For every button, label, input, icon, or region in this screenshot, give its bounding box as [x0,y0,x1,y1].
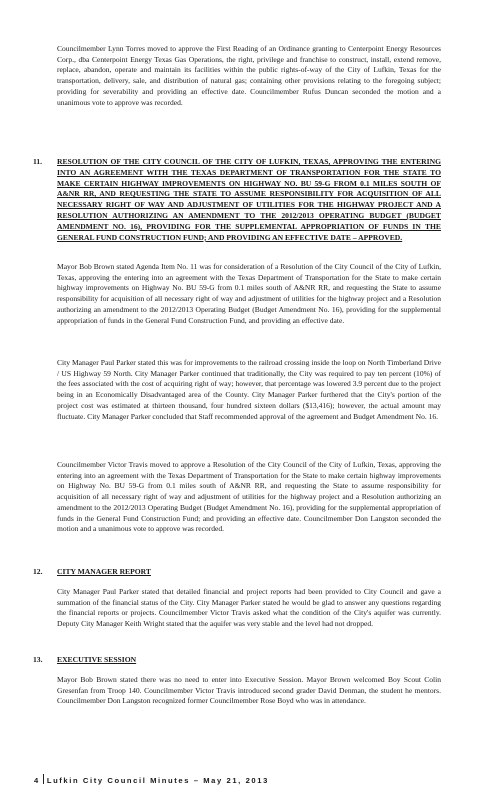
page-number: 4 [34,776,40,785]
agenda-item-12-heading [33,567,441,579]
agenda-item-number: 13. [33,655,43,664]
agenda-item-11-paragraph-2: City Manager Paul Parker stated this was for improvements to the railroad crossing inside the loop on North Timberland Drive / US Highway 59 North. City Manager Parker continued that traditionally, the City was required to pay ten percent (10%) of the fees associated with the cost of acquiring right of way; however, that percentage was lowered 3.9 percent due to the project being in an Economically Disadvantaged area of the County. City Manager Parker furthered that the City's portion of the project cost was estimated at thirteen thousand, four hundred sixteen dollars ($13,416); however, the actual amount may fluctuate. City Manager Parker concluded that Staff recommended approval of the agreement and Budget Amendment No. 16. [57,358,441,421]
agenda-item-number: 11. [33,157,43,166]
agenda-item-13-heading [33,655,441,667]
agenda-item-12-paragraph: City Manager Paul Parker stated that detailed financial and project reports had been provided to City Council and gave a summation of the financial status of the City. City Manager Parker stated he would be glad to answer any questions regarding the financial reports or projects. Councilmember Victor Travis asked what the condition of the City's aquifer was currently. Deputy City Manager Keith Wright stated that the aquifer was very stable and the level had not dropped. [57,587,441,629]
agenda-item-11-heading [33,157,441,247]
footer-divider [43,774,44,784]
agenda-item-11-paragraph-3: Councilmember Victor Travis moved to approve a Resolution of the City Council of the City of Lufkin, Texas, approving the entering into an agreement with the Texas Department of Transportation for the State to make certain highway improvements on Highway No. BU 59-G from 0.1 miles south of A&NR RR, and requesting the State to assume responsibility for acquisition of all necessary right of way and adjustment of utilities for the highway project and a Resolution authorizing an amendment to the 2012/2013 Operating Budget (Budget Amendment No. 16), providing for the supplemental appropriation of funds in the General Fund Construction Fund; and providing an effective date. Councilmember Don Langston seconded the motion and a unanimous vote to approve was recorded. [57,460,441,534]
footer-title: Lufkin City Council Minutes – May 21, 2013 [46,776,269,785]
agenda-item-number: 12. [33,567,43,576]
agenda-item-title: EXECUTIVE SESSION [57,655,137,664]
agenda-item-13-paragraph: Mayor Bob Brown stated there was no need to enter into Executive Session. Mayor Brown welcomed Boy Scout Colin Gresenfan from Troop 140. Councilmember Victor Travis introduced second grader David Denman, the student he mentors. Councilmember Don Langston recognized former Councilmember Rose Boyd who was in attendance. [57,675,441,706]
agenda-item-title: CITY MANAGER REPORT [57,567,151,576]
agenda-item-title: RESOLUTION OF THE CITY COUNCIL OF THE CITY OF LUFKIN, TEXAS, APPROVING THE ENTERING INTO AN AGREEMENT WITH THE TEXAS DEPARTMENT OF TRANSPORTATION FOR THE STATE TO MAKE CERTAIN HIGHWAY IMPROVEMENTS ON HIGHWAY NO. BU 59-G FROM 0.1 MILES SOUTH OF A&NR RR, AND REQUESTING THE STATE TO ASSUME RESPONSIBILITY FOR ACQUISITION OF ALL NECESSARY RIGHT OF WAY AND ADJUSTMENT OF UTILITIES FOR THE HIGHWAY PROJECT AND A RESOLUTION AUTHORIZING AN AMENDMENT TO THE 2012/2013 OPERATING BUDGET (BUDGET AMENDMENT NO. 16), PROVIDING FOR THE SUPPLEMENTAL APPROPRIATION OF FUNDS IN THE GENERAL FUND CONSTRUCTION FUND; AND PROVIDING AN EFFECTIVE DATE – APPROVED. [57,157,441,242]
page-footer [34,774,269,785]
agenda-item-11-paragraph-1: Mayor Bob Brown stated Agenda Item No. 11 was for consideration of a Resolution of the City Council of the City of Lufkin, Texas, approving the entering into an agreement with the Texas Department of Transportation for the State to make certain highway improvements on Highway No. BU 59-G from 0.1 miles south of A&NR RR, and requesting the State to assume responsibility for acquisition of all necessary right of way and adjustment of utilities for the highway project and a Resolution authorizing an amendment to the 2012/2013 Operating Budget (Budget Amendment No. 16), providing for the supplemental appropriation of funds in the General Fund Construction Fund, and providing an effective date. [57,262,441,325]
intro-paragraph: Councilmember Lynn Torres moved to approve the First Reading of an Ordinance granting to Centerpoint Energy Resources Corp., dba Centerpoint Energy Texas Gas Operations, the right, privilege and franchise to construct, install, extend remove, replace, abandon, operate and maintain its facilities within the public rights-of-way of the City of Lufkin, Texas for the transportation, delivery, sale, and distribution of natural gas; containing other provisions relating to the foregoing subject; providing for severability and providing an effective date. Councilmember Rufus Duncan seconded the motion and a unanimous vote to approve was recorded. [57,44,441,107]
